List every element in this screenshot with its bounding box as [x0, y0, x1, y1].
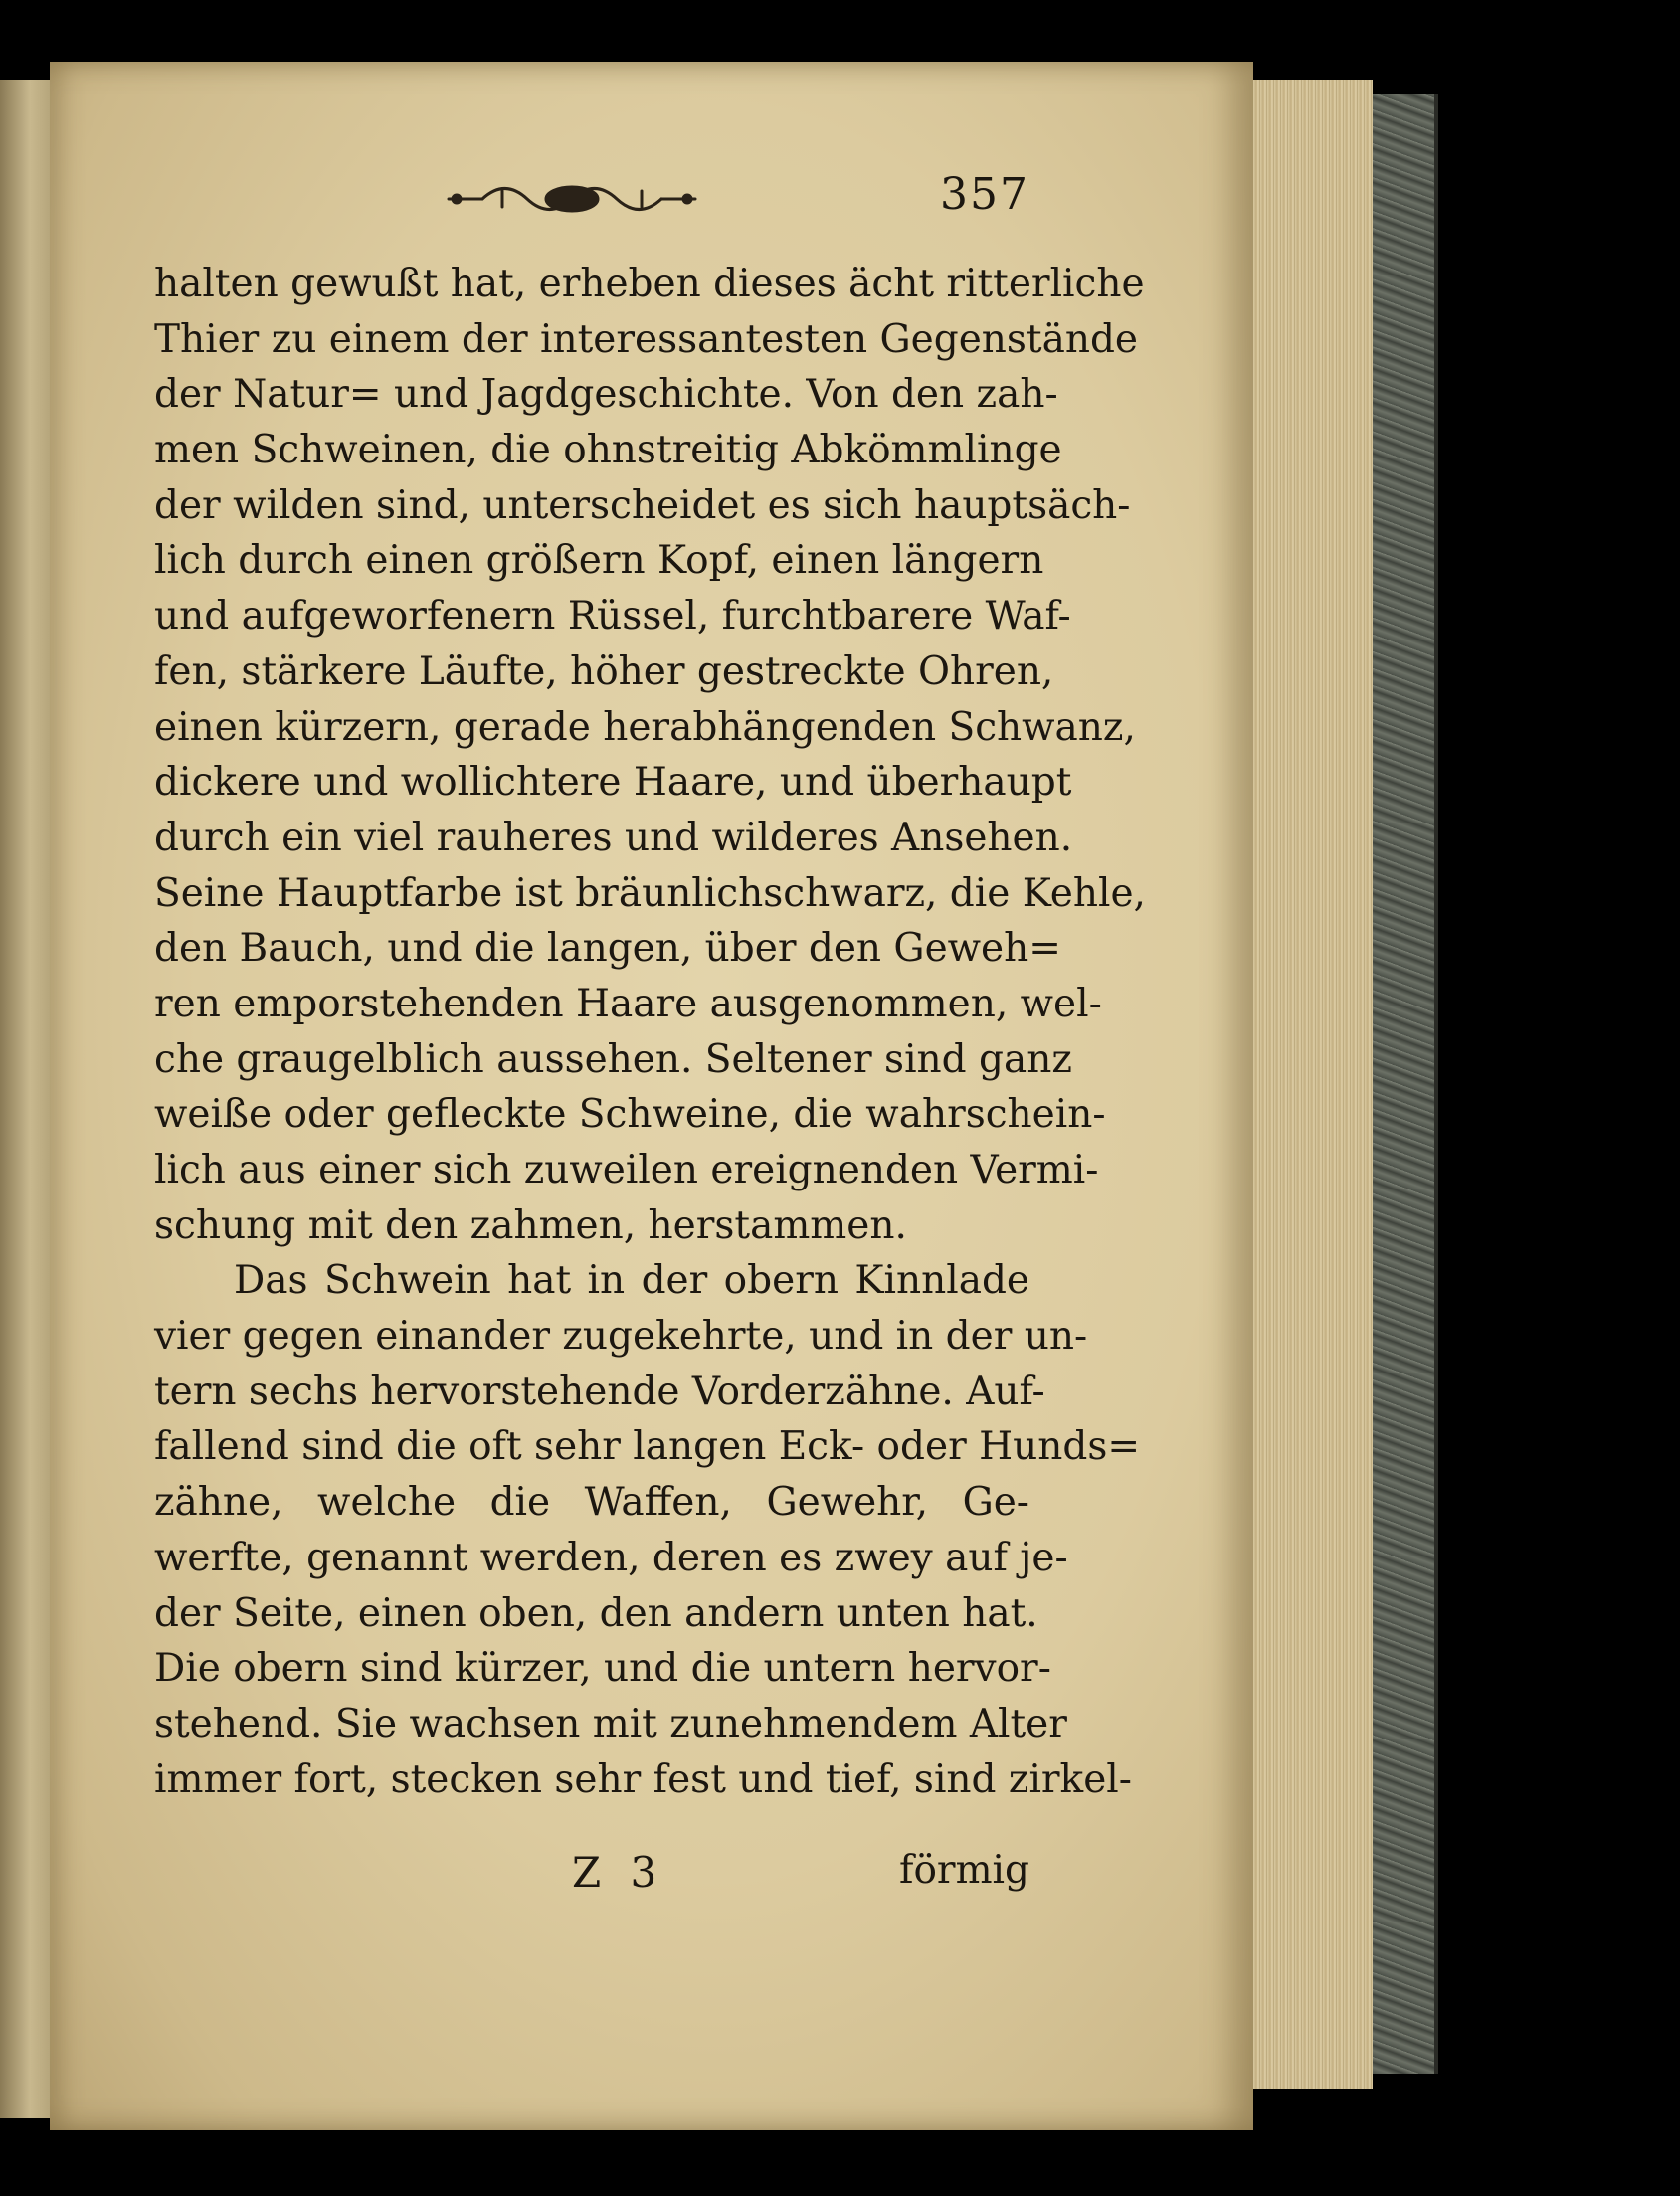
text-line: den Bauch, und die langen, über den Geweh=: [154, 926, 1061, 972]
text-line: Thier zu einem der interessantesten Gegenstände: [154, 316, 1138, 362]
text-line: und aufgeworfenern Rüssel, furchtbarere Waf-: [154, 594, 1071, 640]
text-line: Seine Hauptfarbe ist bräunlichschwarz, die Kehle,: [154, 870, 1146, 916]
text-line: ren emporstehenden Haare ausgenommen, wel-: [154, 981, 1102, 1026]
marbled-cover-edge: [1373, 94, 1438, 2074]
signature-mark: Z 3: [572, 1848, 665, 1897]
body-text: [154, 257, 1146, 1807]
ornament-icon: [443, 179, 701, 219]
text-line: men Schweinen, die ohnstreitig Abkömmlinge: [154, 428, 1062, 473]
text-line: der Seite, einen oben, den andern unten hat.: [154, 1590, 1038, 1636]
text-line: fallend sind die oft sehr langen Eck- oder Hunds=: [154, 1424, 1141, 1470]
text-line: halten gewußt hat, erheben dieses ächt ritterliche: [154, 262, 1145, 306]
text-line: stehend. Sie wachsen mit zunehmendem Alter: [154, 1701, 1067, 1746]
text-line: der Natur= und Jagdgeschichte. Von den zah-: [154, 372, 1058, 418]
text-line: weiße oder gefleckte Schweine, die wahrschein-: [154, 1092, 1106, 1138]
text-line: werfte, genannt werden, deren es zwey auf je-: [154, 1535, 1068, 1580]
text-line: lich durch einen größern Kopf, einen längern: [154, 538, 1044, 584]
page-fore-edge: [1253, 80, 1373, 2089]
text-line: zähne, welche die Waffen, Gewehr, Ge-: [154, 1480, 1029, 1526]
left-page-edge: [0, 80, 50, 2118]
catchword: förmig: [899, 1848, 1029, 1893]
text-line: che graugelblich aussehen. Seltener sind ganz: [154, 1036, 1072, 1082]
text-line: dickere und wollichtere Haare, und überhaupt: [154, 760, 1072, 806]
text-line: durch ein viel rauheres und wilderes Ansehen.: [154, 815, 1073, 860]
page-header: [154, 169, 1029, 229]
text-line: tern sechs hervorstehende Vorderzähne. Auf-: [154, 1369, 1045, 1414]
text-line: lich aus einer sich zuweilen ereignenden Vermi-: [154, 1148, 1099, 1192]
text-line: schung mit den zahmen, herstammen.: [154, 1202, 907, 1248]
text-line: vier gegen einander zugekehrte, und in der un-: [154, 1314, 1088, 1360]
page-number: 357: [940, 169, 1029, 220]
text-line: der wilden sind, unterscheidet es sich hauptsäch-: [154, 482, 1131, 528]
paragraph-start-line: Das Schwein hat in der obern Kinnlade: [234, 1258, 1029, 1304]
text-line: Die obern sind kürzer, und die untern hervor-: [154, 1646, 1051, 1692]
text-line: einen kürzern, gerade herabhängenden Schwanz,: [154, 704, 1136, 750]
text-line: fen, stärkere Läufte, höher gestreckte Ohren,: [154, 648, 1054, 694]
page-footer: [154, 1848, 1029, 1908]
text-line: immer fort, stecken sehr fest und tief, sind zirkel-: [154, 1756, 1132, 1802]
